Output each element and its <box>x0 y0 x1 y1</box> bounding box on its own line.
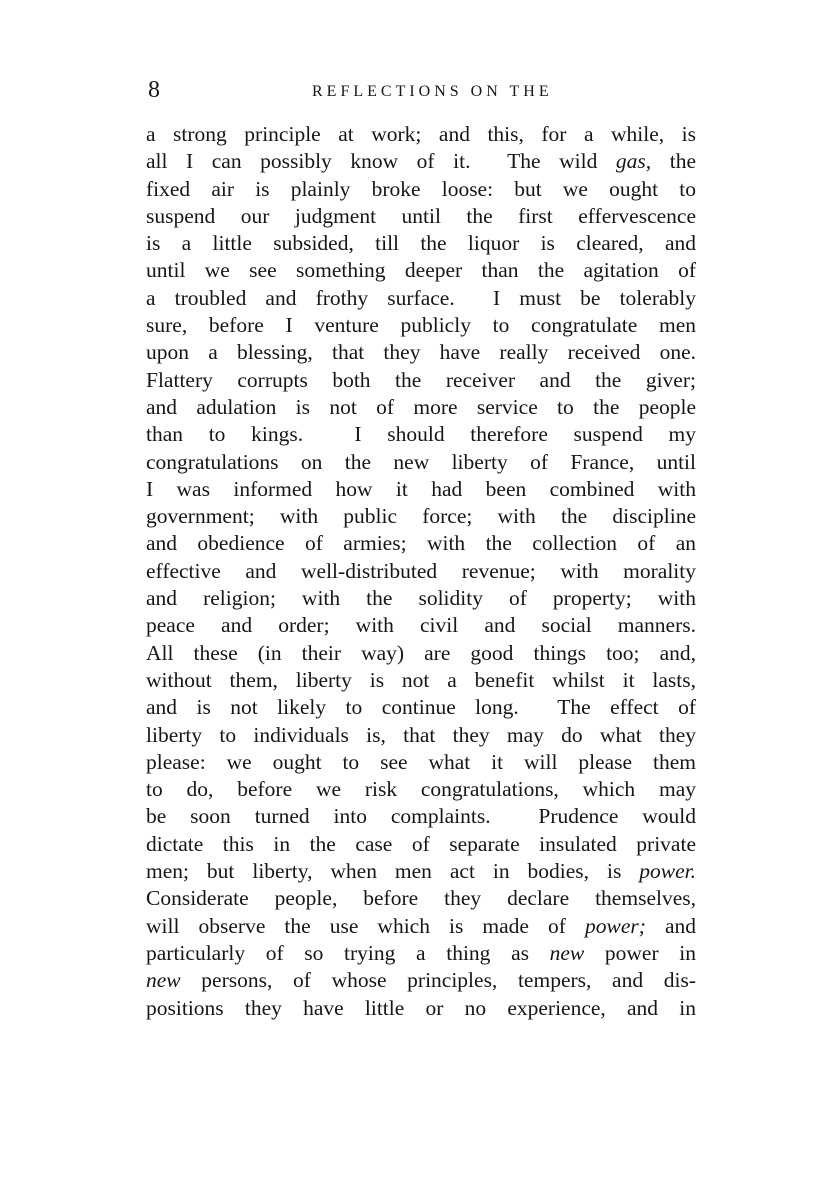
text-line: please: we ought to see what it will please them <box>146 749 696 774</box>
text-line: Considerate people, before they declare themselves, <box>146 886 696 911</box>
text-line: effective and well-distributed revenue; with morality <box>146 558 696 583</box>
text-line: fixed air is plainly broke loose: but we ought to <box>146 176 696 201</box>
text-line: be soon turned into complaints. Prudence would <box>146 804 696 829</box>
text-line: Flattery corrupts both the receiver and the giver; <box>146 367 696 392</box>
text-line: dictate this in the case of separate insulated private <box>146 831 696 856</box>
text-line: particularly of so trying a thing as new power in <box>146 940 697 965</box>
text-line: liberty to individuals is, that they may do what they <box>146 722 696 747</box>
text-line: without them, liberty is not a benefit whilst it lasts, <box>146 667 696 692</box>
text-line: sure, before I venture publicly to congratulate men <box>146 313 696 338</box>
text-line: a troubled and frothy surface. I must be tolerably <box>146 285 696 310</box>
text-line: positions they have little or no experience, and in <box>146 995 696 1020</box>
text-line: All these (in their way) are good things too; and, <box>146 640 696 665</box>
text-line: suspend our judgment until the first effervescence <box>146 203 696 228</box>
text-line: will observe the use which is made of power; and <box>146 913 696 938</box>
text-line: congratulations on the new liberty of France, until <box>146 449 696 474</box>
text-line: a strong principle at work; and this, for a while, is <box>146 122 696 146</box>
text-line: upon a blessing, that they have really received one. <box>146 340 696 365</box>
text-line: all I can possibly know of it. The wild gas, the <box>146 149 696 174</box>
running-head: REFLECTIONS ON THE <box>312 83 553 100</box>
text-line: is a little subsided, till the liquor is cleared, and <box>146 231 696 256</box>
page-number: 8 <box>148 77 160 103</box>
text-line: and religion; with the solidity of property; with <box>146 586 696 611</box>
text-line: and adulation is not of more service to the people <box>146 394 696 419</box>
body-text <box>146 121 696 1022</box>
text-line: until we see something deeper than the agitation of <box>146 258 696 283</box>
text-line: men; but liberty, when men act in bodies, is power. <box>146 859 696 884</box>
text-line: and is not likely to continue long. The effect of <box>146 695 696 720</box>
text-line: government; with public force; with the discipline <box>146 504 696 529</box>
text-line: to do, before we risk congratulations, which may <box>146 777 696 802</box>
text-line: than to kings. I should therefore suspend my <box>146 422 696 447</box>
text-line: I was informed how it had been combined with <box>146 476 696 501</box>
text-line: peace and order; with civil and social manners. <box>146 613 696 638</box>
text-line: new persons, of whose principles, tempers, and dis- <box>146 968 696 993</box>
text-line: and obedience of armies; with the collection of an <box>146 531 696 556</box>
